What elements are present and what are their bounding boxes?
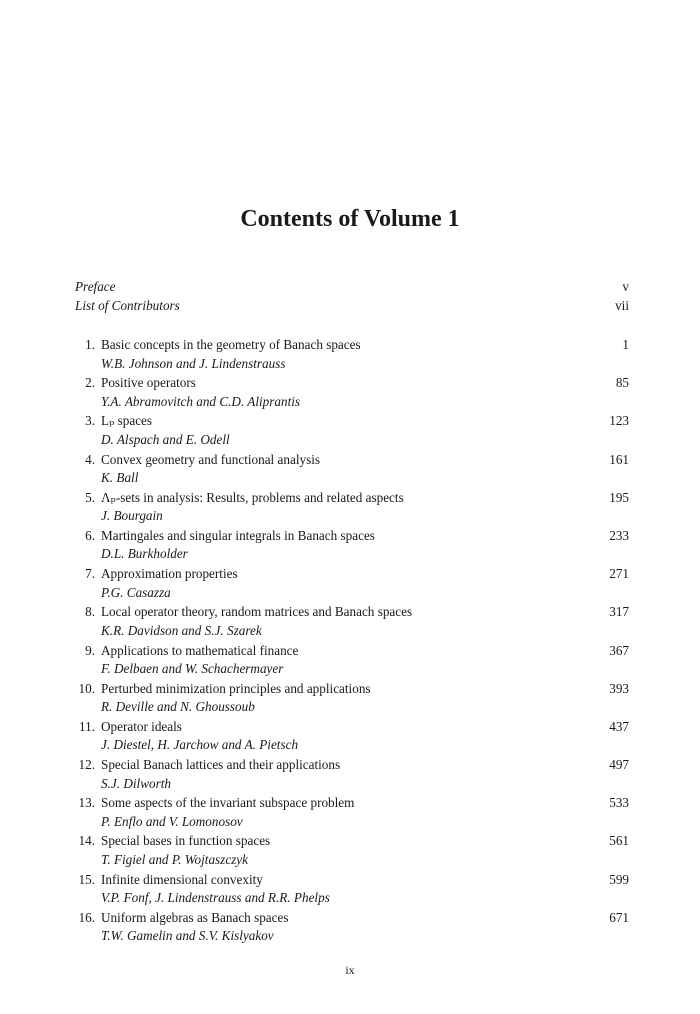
page-number: 599 [609, 871, 629, 887]
chapter-authors: D.L. Burkholder [101, 546, 188, 562]
chapter-authors: T. Figiel and P. Wojtaszczyk [101, 851, 249, 867]
chapter-number: 5. [85, 489, 95, 505]
page-number: v [622, 279, 629, 294]
chapter-number: 15. [78, 871, 95, 887]
chapter-title: Local operator theory, random matrices and Banach spaces [101, 604, 413, 620]
page-number: 271 [609, 566, 629, 582]
page-title: Contents of Volume 1 [240, 206, 460, 232]
chapter-number: 3. [85, 413, 95, 429]
chapter-entry [75, 451, 629, 489]
page-number: vii [615, 297, 629, 313]
page-number: 85 [615, 375, 629, 391]
page-number: 393 [609, 680, 629, 696]
chapter-entry [75, 489, 629, 527]
chapter-entry [75, 794, 629, 832]
chapter-entry [75, 718, 629, 756]
page-number: 317 [609, 604, 629, 620]
chapter-title: Special bases in function spaces [101, 833, 271, 849]
chapter-number: 12. [78, 757, 95, 773]
front-matter-label: List of Contributors [75, 297, 180, 313]
chapter-authors: V.P. Fonf, J. Lindenstrauss and R.R. Phelps [101, 890, 330, 906]
chapter-entry [75, 642, 629, 680]
chapter-entry [75, 680, 629, 718]
page-number: 561 [609, 833, 629, 849]
page-number: 497 [609, 757, 629, 773]
chapter-number: 7. [85, 566, 95, 582]
chapter-entry [75, 603, 629, 641]
front-matter-item-preface [75, 278, 629, 297]
chapter-title: Basic concepts in the geometry of Banach spaces [101, 337, 361, 352]
front-matter-list [75, 278, 629, 315]
chapter-number: 11. [79, 718, 95, 734]
chapter-title: Martingales and singular integrals in Banach spaces [101, 527, 375, 543]
chapter-authors: K.R. Davidson and S.J. Szarek [101, 622, 262, 638]
chapter-number: 2. [85, 375, 95, 391]
front-matter-label: Preface [75, 279, 116, 294]
chapter-number: 4. [85, 451, 95, 467]
chapter-entry [75, 412, 629, 450]
chapter-authors: J. Bourgain [101, 508, 163, 524]
page-number: 367 [609, 642, 629, 658]
chapter-authors: R. Deville and N. Ghoussoub [101, 699, 255, 715]
chapter-title: Λₚ-sets in analysis: Results, problems and related aspects [101, 489, 404, 505]
chapter-title: Positive operators [101, 375, 196, 391]
chapter-title: Applications to mathematical finance [101, 642, 299, 658]
page-number: 195 [609, 489, 629, 505]
chapter-title: Approximation properties [101, 566, 238, 582]
folio-page-number: ix [345, 963, 355, 977]
chapter-authors: K. Ball [101, 470, 139, 486]
page-number: 437 [609, 718, 629, 734]
chapter-title: Some aspects of the invariant subspace problem [101, 795, 355, 811]
front-matter-item-contributors [75, 297, 629, 316]
page-number: 123 [609, 413, 629, 429]
chapter-authors: D. Alspach and E. Odell [101, 431, 230, 447]
page-number: 533 [609, 795, 629, 811]
chapter-authors: Y.A. Abramovitch and C.D. Aliprantis [101, 393, 301, 409]
chapter-authors: P. Enflo and V. Lomonosov [101, 813, 243, 829]
chapter-entry [75, 565, 629, 603]
chapter-number: 14. [78, 833, 95, 849]
chapter-authors: J. Diestel, H. Jarchow and A. Pietsch [101, 737, 299, 753]
chapter-authors: T.W. Gamelin and S.V. Kislyakov [101, 928, 274, 944]
chapter-entry [75, 374, 629, 412]
chapter-entry [75, 832, 629, 870]
page-number: 233 [609, 527, 629, 543]
chapter-number: 1. [85, 337, 95, 352]
chapter-entry [75, 909, 629, 947]
chapter-number: 6. [85, 527, 95, 543]
chapter-number: 10. [78, 680, 95, 696]
chapter-entry [75, 871, 629, 909]
chapter-number: 16. [78, 909, 95, 925]
chapter-title: Uniform algebras as Banach spaces [101, 909, 289, 925]
chapter-authors: P.G. Casazza [101, 584, 171, 600]
chapter-title: Perturbed minimization principles and applications [101, 680, 371, 696]
chapter-entry [75, 336, 629, 374]
chapter-title: Operator ideals [101, 718, 182, 734]
chapter-entry [75, 527, 629, 565]
chapter-authors: W.B. Johnson and J. Lindenstrauss [101, 355, 286, 371]
page-number: 1 [622, 337, 629, 352]
chapter-title: Special Banach lattices and their applications [101, 757, 341, 773]
chapter-title: Lₚ spaces [101, 413, 153, 429]
page-number: 161 [609, 451, 629, 467]
chapter-authors: F. Delbaen and W. Schachermayer [101, 661, 284, 676]
chapter-number: 9. [85, 642, 95, 658]
chapter-number: 13. [78, 795, 95, 811]
chapter-entry [75, 756, 629, 794]
page-number: 671 [609, 909, 629, 925]
chapter-title: Infinite dimensional convexity [101, 871, 263, 887]
chapter-title: Convex geometry and functional analysis [101, 451, 321, 467]
chapter-authors: S.J. Dilworth [101, 775, 171, 791]
chapter-list [75, 336, 629, 947]
chapter-number: 8. [85, 604, 95, 620]
